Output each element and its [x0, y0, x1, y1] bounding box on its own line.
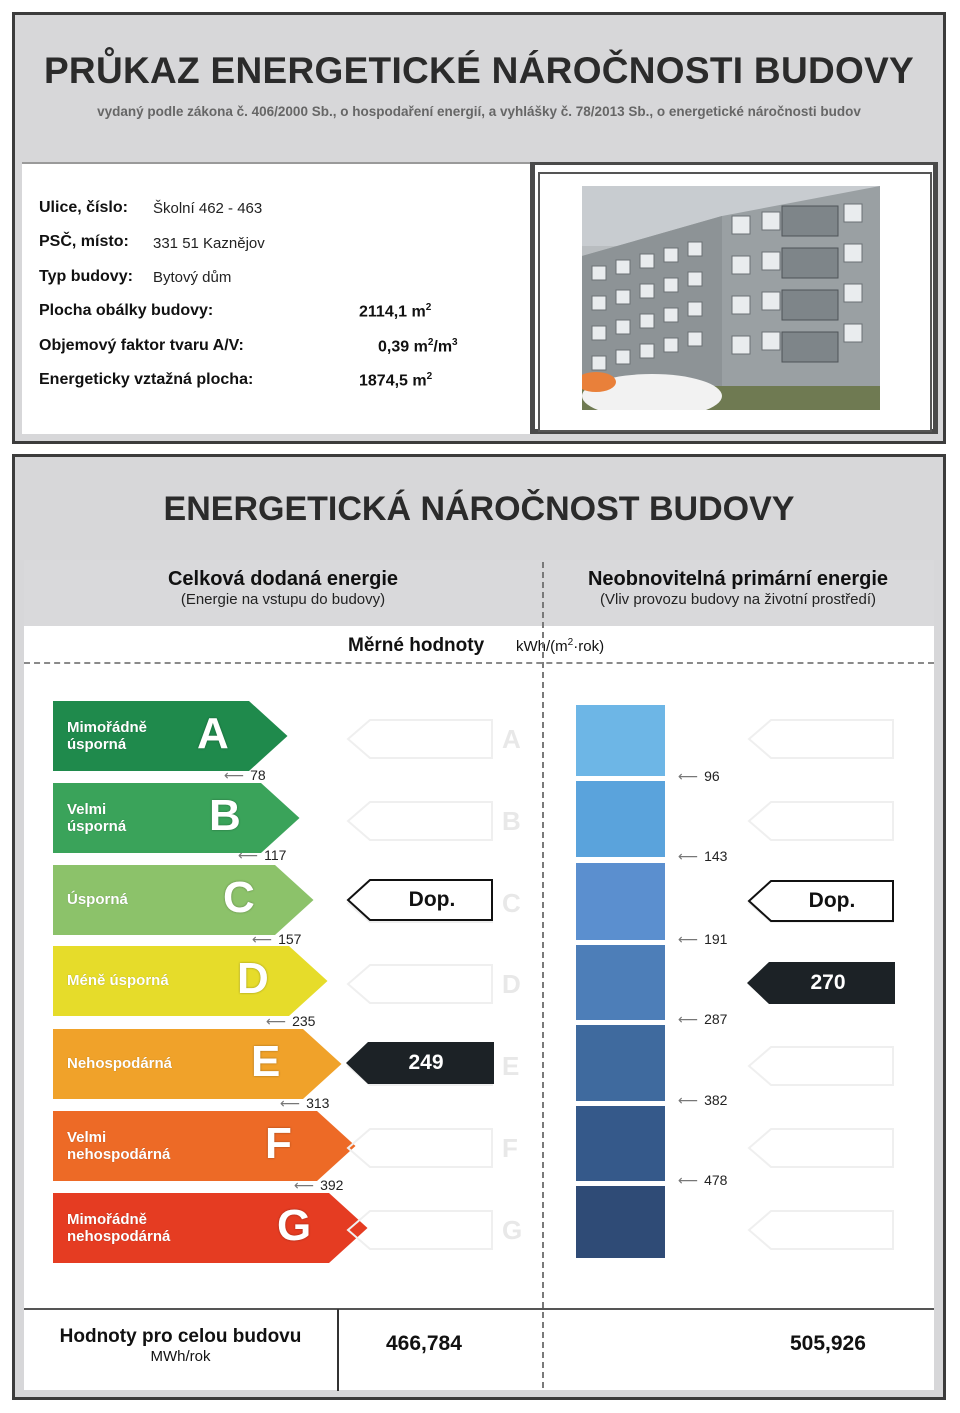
energy-band-line1: Mimořádně: [67, 1211, 148, 1228]
energy-band-line1: Velmi: [67, 1129, 107, 1146]
type-label: Typ budovy:: [39, 268, 133, 285]
tick-value: 392: [320, 1177, 344, 1193]
energy-band-letter-b: B: [209, 791, 241, 840]
primary-energy-bar: [576, 1106, 665, 1181]
energy-band-letter-e: E: [251, 1037, 281, 1086]
tick-value: 157: [278, 931, 302, 947]
tick-value: 96: [704, 768, 720, 784]
type-value: Bytový dům: [153, 269, 232, 286]
right-tick: [678, 1172, 727, 1189]
tick-arrow-icon: ⟵: [266, 1013, 287, 1029]
totals-label: [24, 1326, 337, 1365]
tick-value: 313: [306, 1095, 330, 1111]
energy-band-line1: Velmi: [67, 801, 107, 818]
left-ghost-marker: [346, 1127, 496, 1169]
tick-value: 117: [264, 847, 287, 863]
shape-factor-label: Objemový faktor tvaru A/V:: [39, 337, 244, 354]
energy-band-letter-f: F: [265, 1119, 292, 1168]
left-ghost-letter: A: [502, 724, 521, 754]
specific-values-unit: kWh/$(m^2\cdot rok)$: [516, 637, 605, 655]
right-total-value: 505,926: [790, 1332, 866, 1355]
totals-top-border: [24, 1308, 934, 1310]
primary-energy-bar: [576, 705, 665, 776]
primary-energy-bar: [576, 1186, 665, 1258]
left-head-title: Celková dodaná energie: [167, 568, 399, 590]
street-value: Školní 462 - 463: [153, 200, 263, 217]
energy-area-value: 1874,5 $m^2$: [359, 371, 433, 390]
energy-band-line1: Mimořádně: [67, 719, 148, 736]
left-ghost-letter: E: [502, 1051, 520, 1081]
energy-band-letter-d: D: [237, 954, 269, 1003]
tick-arrow-icon: ⟵: [238, 847, 259, 863]
tick-arrow-icon: ⟵: [252, 931, 273, 947]
tick-value: 235: [292, 1013, 316, 1029]
right-ghost-marker: [747, 718, 897, 760]
primary-energy-bar: [576, 945, 665, 1020]
left-total-value: 466,784: [386, 1332, 462, 1355]
energy-band-letter-a: A: [197, 709, 229, 758]
left-ghost-letter: F: [502, 1133, 518, 1163]
tick-arrow-icon: ⟵: [224, 767, 245, 783]
tick-arrow-icon: ⟵: [678, 1172, 699, 1188]
street-label: Ulice, číslo:: [39, 199, 128, 216]
energy-band-label-e: Nehospodárná: [67, 1055, 173, 1072]
right-ghost-marker: [747, 1127, 897, 1169]
tick-arrow-icon: ⟵: [678, 1011, 699, 1027]
energy-band-label-d: Méně úsporná: [67, 972, 169, 989]
right-value-text: 270: [810, 971, 846, 994]
tick-value: 78: [250, 767, 266, 783]
left-tick: [266, 1013, 315, 1030]
zip-value: 331 51 Kaznějov: [153, 235, 265, 252]
left-ghost-letter: D: [502, 969, 521, 999]
tick-value: 382: [704, 1092, 728, 1108]
energy-band-line2: nehospodárná: [67, 1146, 171, 1163]
left-ghost-letter: C: [502, 888, 521, 918]
header-divider: [24, 662, 934, 664]
tick-arrow-icon: ⟵: [294, 1177, 315, 1193]
left-column-head: [24, 568, 542, 608]
column-divider: [542, 562, 544, 1388]
energy-band-line2: úsporná: [67, 818, 127, 835]
energy-band-label-g: [67, 1211, 170, 1245]
tick-arrow-icon: ⟵: [678, 931, 699, 947]
right-tick: [678, 1011, 727, 1028]
left-ghost-letter: B: [502, 806, 521, 836]
left-ghost-marker: [346, 1209, 496, 1251]
tick-arrow-icon: ⟵: [280, 1095, 301, 1111]
envelope-value: 2114,1 $m^2$: [359, 302, 432, 321]
left-ghost-marker: [346, 718, 496, 760]
energy-band-letter-g: G: [277, 1201, 312, 1250]
left-tick: [252, 931, 301, 948]
right-tick: [678, 931, 727, 948]
right-ghost-marker: [747, 1045, 897, 1087]
left-tick: [294, 1177, 343, 1194]
envelope-label: Plocha obálky budovy:: [39, 302, 214, 319]
left-ghost-marker: [346, 963, 496, 1005]
tick-arrow-icon: ⟵: [678, 1092, 699, 1108]
energy-band-label-a: [67, 719, 147, 753]
right-tick: [678, 768, 720, 785]
energy-band-line2: úsporná: [67, 736, 127, 753]
right-head-sub: (Vliv provozu budovy na životní prostředí): [600, 591, 876, 608]
left-tick: [238, 847, 286, 864]
left-tick: [224, 767, 266, 784]
left-ghost-letter: G: [502, 1215, 523, 1245]
zip-label: PSČ, místo:: [39, 233, 129, 250]
page-subtitle: vydaný podle zákona č. 406/2000 Sb., o hospodaření energií, a vyhlášky č. 78/2013 Sb., o energetické náročnosti budov: [97, 104, 861, 119]
energy-band-label-f: [67, 1129, 170, 1163]
left-ghost-marker: [346, 800, 496, 842]
tick-value: 191: [704, 931, 728, 947]
energy-band-label-c: Úsporná: [67, 891, 128, 908]
left-head-sub: (Energie na vstupu do budovy): [180, 591, 386, 608]
primary-energy-bar: [576, 863, 665, 940]
shape-factor-value: 0,39 $m^2/m^3$: [378, 337, 458, 356]
right-column-head: [542, 568, 934, 608]
primary-energy-bar: [576, 781, 665, 857]
section-title: ENERGETICKÁ NÁROČNOST BUDOVY: [163, 490, 795, 528]
right-ghost-marker: [747, 1209, 897, 1251]
right-tick: [678, 1092, 727, 1109]
tick-arrow-icon: ⟵: [678, 848, 699, 864]
right-recommended-text: Dop.: [808, 889, 856, 912]
tick-value: 478: [704, 1172, 728, 1188]
energy-band-line2: nehospodárná: [67, 1228, 171, 1245]
building-photo: [582, 186, 880, 410]
energy-band-label-b: [67, 801, 126, 835]
tick-value: 143: [704, 848, 728, 864]
right-ghost-marker: [747, 800, 897, 842]
tick-value: 287: [704, 1011, 728, 1027]
right-tick: [678, 848, 727, 865]
left-value-text: 249: [408, 1051, 444, 1074]
totals-divider: [337, 1309, 339, 1391]
page-title: PRŮKAZ ENERGETICKÉ NÁROČNOSTI BUDOVY: [43, 50, 915, 91]
right-head-title: Neobnovitelná primární energie: [587, 568, 889, 590]
totals-unit: MWh/rok: [150, 1348, 211, 1365]
specific-values-label: Měrné hodnoty: [348, 635, 485, 656]
totals-title: Hodnoty pro celou budovu: [59, 1326, 302, 1347]
energy-area-label: Energeticky vztažná plocha:: [39, 371, 254, 388]
energy-band-letter-c: C: [223, 873, 255, 922]
tick-arrow-icon: ⟵: [678, 768, 699, 784]
left-recommended-text: Dop.: [408, 888, 456, 911]
left-tick: [280, 1095, 329, 1112]
primary-energy-bar: [576, 1025, 665, 1101]
